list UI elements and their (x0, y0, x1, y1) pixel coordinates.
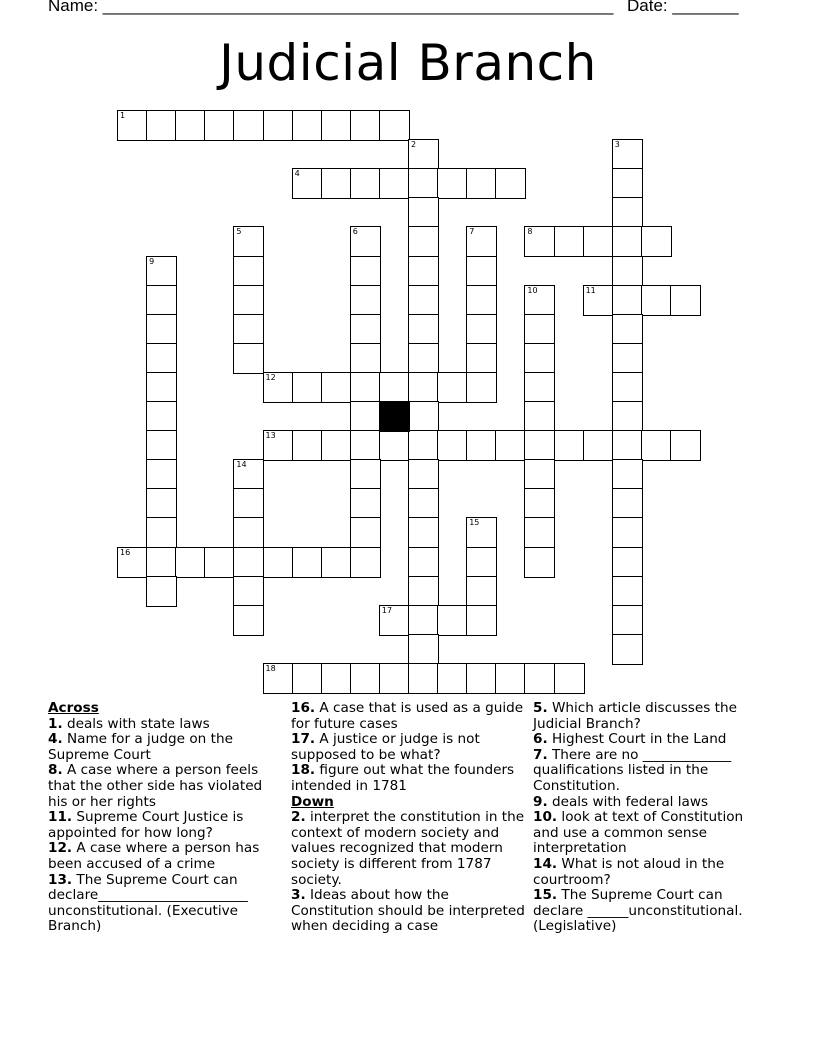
grid-cell[interactable] (437, 168, 468, 199)
clue-text: Name for a judge on the Supreme Court (48, 731, 233, 763)
clue-item (291, 732, 531, 763)
clue-item (533, 888, 773, 935)
clue-text: deals with state laws (62, 715, 210, 732)
grid-cell[interactable] (466, 517, 497, 548)
clue-number: 18. (291, 762, 316, 779)
grid-cell[interactable] (146, 285, 177, 316)
clue-number-label: 9 (149, 256, 155, 266)
grid-cell[interactable] (437, 430, 468, 461)
grid-cell[interactable] (524, 226, 555, 257)
grid-cell[interactable] (146, 430, 177, 461)
grid-cell[interactable] (350, 372, 381, 403)
grid-cell[interactable] (292, 110, 323, 141)
grid-cell[interactable] (408, 663, 439, 694)
grid-cell[interactable] (408, 430, 439, 461)
grid-cell[interactable] (612, 343, 643, 374)
clue-number: 11. (48, 809, 73, 826)
clue-item (291, 810, 531, 888)
grid-cell[interactable] (466, 343, 497, 374)
grid-cell[interactable] (379, 110, 410, 141)
grid-cell[interactable] (175, 547, 206, 578)
grid-cell[interactable] (233, 343, 264, 374)
grid-cell[interactable] (408, 285, 439, 316)
grid-cell[interactable] (612, 605, 643, 636)
grid-cell[interactable] (524, 430, 555, 461)
grid-cell[interactable] (233, 459, 264, 490)
clue-number: 1. (48, 715, 63, 732)
grid-cell[interactable] (524, 547, 555, 578)
grid-cell[interactable] (350, 110, 381, 141)
grid-cell[interactable] (466, 285, 497, 316)
grid-cell[interactable] (146, 110, 177, 141)
grid-cell[interactable] (641, 430, 672, 461)
page-title: Judicial Branch (219, 34, 597, 92)
clue-text: A case where a person has been accused of a crime (48, 840, 260, 872)
clue-number: 8. (48, 762, 63, 779)
grid-cell[interactable] (612, 285, 643, 316)
clue-item (533, 810, 773, 857)
grid-cell[interactable] (524, 372, 555, 403)
clue-number: 4. (48, 731, 63, 748)
grid-cell[interactable] (350, 285, 381, 316)
grid-cell[interactable] (554, 663, 585, 694)
grid-cell[interactable] (233, 110, 264, 141)
grid-cell[interactable] (670, 285, 701, 316)
grid-cell[interactable] (408, 168, 439, 199)
down-heading: Down (291, 793, 334, 810)
grid-cell[interactable] (321, 372, 352, 403)
clue-item (48, 763, 280, 810)
grid-cell[interactable] (466, 168, 497, 199)
grid-cell[interactable] (233, 547, 264, 578)
down-clues-list-continued (533, 701, 773, 935)
clue-item (533, 732, 773, 748)
clue-text: figure out what the founders intended in 1781 (291, 762, 515, 794)
grid-cell[interactable] (612, 488, 643, 519)
grid-cell[interactable] (321, 430, 352, 461)
clue-text: The Supreme Court can declare ______unconstitutional. (Legislative) (533, 887, 743, 935)
grid-cell[interactable] (350, 663, 381, 694)
grid-cell[interactable] (146, 459, 177, 490)
clue-number: 13. (48, 871, 73, 888)
grid-cell[interactable] (292, 168, 323, 199)
clue-number: 10. (533, 809, 558, 826)
grid-cell[interactable] (612, 168, 643, 199)
clue-item (533, 748, 773, 795)
grid-cell[interactable] (408, 314, 439, 345)
grid-cell[interactable] (612, 547, 643, 578)
grid-cell[interactable] (408, 459, 439, 490)
clue-number: 9. (533, 793, 548, 810)
grid-cell[interactable] (379, 168, 410, 199)
grid-cell[interactable] (408, 343, 439, 374)
grid-cell[interactable] (321, 663, 352, 694)
grid-cell[interactable] (204, 547, 235, 578)
grid-cell[interactable] (524, 401, 555, 432)
clue-text: A justice or judge is not supposed to be what? (291, 731, 480, 763)
grid-cell[interactable] (233, 226, 264, 257)
grid-cell[interactable] (495, 168, 526, 199)
clue-text: The Supreme Court can declare______________________ unconstitutional. (Executive Branch) (48, 871, 248, 935)
clue-number: 14. (533, 855, 558, 872)
grid-cell[interactable] (233, 605, 264, 636)
clue-number-label: 1 (120, 111, 126, 120)
grid-cell[interactable] (350, 517, 381, 548)
grid-cell[interactable] (641, 285, 672, 316)
grid-cell[interactable] (233, 314, 264, 345)
grid-cell[interactable] (524, 663, 555, 694)
grid-cell[interactable] (321, 547, 352, 578)
grid-cell[interactable] (146, 488, 177, 519)
clues-column-1 (48, 701, 280, 935)
grid-cell[interactable] (233, 488, 264, 519)
grid-cell[interactable] (408, 605, 439, 636)
grid-cell[interactable] (466, 547, 497, 578)
grid-cell[interactable] (350, 401, 381, 432)
grid-cell[interactable] (263, 430, 294, 461)
across-clues-list-continued (291, 701, 531, 795)
grid-cell[interactable] (292, 663, 323, 694)
clue-text: look at text of Constitution and use a common sense interpretation (533, 809, 744, 857)
date-label: Date: (627, 0, 673, 15)
grid-cell[interactable] (350, 430, 381, 461)
clue-number: 2. (291, 809, 306, 826)
grid-cell[interactable] (612, 517, 643, 548)
grid-cell[interactable] (321, 110, 352, 141)
grid-cell[interactable] (379, 430, 410, 461)
grid-cell[interactable] (408, 256, 439, 287)
clue-text: Highest Court in the Land (547, 731, 727, 748)
grid-cell[interactable] (233, 517, 264, 548)
grid-cell[interactable] (408, 401, 439, 432)
grid-cell[interactable] (117, 547, 148, 578)
clue-number: 6. (533, 731, 548, 748)
clue-item (48, 810, 280, 841)
grid-cell[interactable] (524, 314, 555, 345)
clue-text: deals with federal laws (547, 793, 709, 810)
grid-cell[interactable] (379, 663, 410, 694)
grid-cell[interactable] (612, 459, 643, 490)
grid-cell[interactable] (146, 372, 177, 403)
grid-cell[interactable] (350, 459, 381, 490)
grid-cell[interactable] (263, 663, 294, 694)
clue-text: A case that is used as a guide for future cases (291, 700, 524, 732)
grid-cell[interactable] (641, 226, 672, 257)
grid-cell[interactable] (612, 314, 643, 345)
grid-cell[interactable] (437, 605, 468, 636)
grid-cell[interactable] (583, 285, 614, 316)
across-clues-list (48, 717, 280, 935)
down-clues-list (291, 810, 531, 935)
clue-item (291, 763, 531, 794)
grid-cell[interactable] (408, 517, 439, 548)
clue-item (533, 701, 773, 732)
grid-cell[interactable] (466, 372, 497, 403)
grid-cell[interactable] (437, 372, 468, 403)
name-label: Name: (48, 0, 103, 15)
grid-cell[interactable] (612, 401, 643, 432)
grid-cell[interactable] (146, 343, 177, 374)
grid-cell[interactable] (292, 430, 323, 461)
clue-number-label: 10 (527, 285, 538, 295)
grid-cell[interactable] (146, 547, 177, 578)
grid-cell[interactable] (146, 256, 177, 287)
grid-cell[interactable] (554, 226, 585, 257)
grid-cell[interactable] (292, 547, 323, 578)
clue-number-label: 16 (120, 547, 131, 557)
grid-cell[interactable] (117, 110, 148, 141)
clue-number: 17. (291, 731, 316, 748)
clue-item (48, 873, 280, 935)
grid-cell[interactable] (379, 605, 410, 636)
clue-item (291, 888, 531, 935)
clue-number: 12. (48, 840, 73, 857)
clue-number: 3. (291, 887, 306, 904)
grid-cell[interactable] (263, 372, 294, 403)
grid-cell[interactable] (612, 430, 643, 461)
grid-cell[interactable] (204, 110, 235, 141)
grid-cell[interactable] (263, 110, 294, 141)
grid-cell[interactable] (350, 343, 381, 374)
clue-number-label: 3 (614, 140, 620, 150)
grid-cell[interactable] (350, 256, 381, 287)
clue-item (533, 857, 773, 888)
grid-cell[interactable] (146, 517, 177, 548)
grid-cell[interactable] (612, 139, 643, 170)
grid-cell[interactable] (408, 576, 439, 607)
grid-cell[interactable] (437, 663, 468, 694)
clue-number-label: 8 (527, 227, 533, 237)
grid-cell[interactable] (554, 430, 585, 461)
grid-cell[interactable] (233, 285, 264, 316)
grid-cell[interactable] (408, 372, 439, 403)
clue-number-label: 14 (236, 460, 247, 470)
clue-text: Supreme Court Justice is appointed for how long? (48, 809, 244, 841)
grid-cell[interactable] (408, 488, 439, 519)
grid-cell[interactable] (146, 401, 177, 432)
grid-cell[interactable] (524, 517, 555, 548)
grid-cell[interactable] (612, 634, 643, 665)
grid-cell[interactable] (466, 314, 497, 345)
grid-cell[interactable] (379, 372, 410, 403)
clue-number: 7. (533, 746, 548, 763)
clue-item (291, 701, 531, 732)
clue-number-label: 4 (294, 169, 300, 179)
grid-cell[interactable] (350, 488, 381, 519)
clue-item (533, 795, 773, 811)
across-heading: Across (48, 700, 99, 716)
grid-cell[interactable] (350, 168, 381, 199)
grid-cell[interactable] (408, 547, 439, 578)
clue-number: 15. (533, 887, 558, 904)
grid-cell[interactable] (321, 168, 352, 199)
grid-cell[interactable] (524, 459, 555, 490)
clue-item (48, 717, 280, 733)
clue-number-label: 12 (265, 372, 276, 382)
date-line: _______ (672, 0, 739, 15)
grid-cell[interactable] (408, 197, 439, 228)
grid-cell[interactable] (263, 547, 294, 578)
grid-cell[interactable] (670, 430, 701, 461)
clue-number: 5. (533, 700, 548, 716)
clues-column-3 (533, 701, 773, 935)
grid-cell[interactable] (466, 663, 497, 694)
grid-cell[interactable] (233, 576, 264, 607)
grid-cell[interactable] (408, 139, 439, 170)
grid-cell[interactable] (524, 285, 555, 316)
clue-item (48, 732, 280, 763)
clue-text: There are no _____________ qualifications listed in the Constitution. (533, 746, 732, 794)
clue-number: 16. (291, 700, 316, 716)
grid-cell[interactable] (612, 226, 643, 257)
clue-number-label: 15 (469, 518, 480, 528)
clue-number-label: 11 (585, 285, 596, 295)
grid-cell[interactable] (408, 226, 439, 257)
clue-number-label: 17 (381, 605, 393, 615)
grid-cell[interactable] (466, 226, 497, 257)
clue-number-label: 18 (265, 663, 276, 673)
grid-cell[interactable] (524, 343, 555, 374)
grid-cell[interactable] (495, 430, 526, 461)
clue-text: interpret the constitution in the context of modern society and values recognized that modern society is different from 1787 society. (291, 809, 525, 888)
grid-cell[interactable] (146, 314, 177, 345)
grid-cell[interactable] (612, 576, 643, 607)
grid-cell[interactable] (175, 110, 206, 141)
clues-column-2 (291, 701, 531, 935)
grid-cell[interactable] (350, 314, 381, 345)
name-line: ______________________________________________________ (102, 0, 614, 15)
clue-item (48, 841, 280, 872)
grid-cell[interactable] (233, 256, 264, 287)
clue-number-label: 7 (469, 227, 475, 237)
clue-text: What is not aloud in the courtroom? (533, 855, 725, 888)
grid-cell[interactable] (612, 372, 643, 403)
grid-cell[interactable] (292, 372, 323, 403)
clue-number-label: 5 (236, 227, 242, 237)
grid-cell[interactable] (466, 605, 497, 636)
grid-cell[interactable] (350, 547, 381, 578)
grid-cell[interactable] (350, 226, 381, 257)
grid-cell[interactable] (408, 634, 439, 665)
clue-number-label: 6 (352, 227, 358, 237)
grid-cell[interactable] (466, 576, 497, 607)
grid-cell[interactable] (612, 256, 643, 287)
grid-cell[interactable] (612, 197, 643, 228)
clue-number-label: 13 (265, 431, 276, 441)
clue-text: Ideas about how the Constitution should be interpreted when deciding a case (291, 887, 525, 935)
clue-number-label: 2 (411, 140, 417, 150)
black-cell (379, 401, 410, 432)
grid-cell[interactable] (495, 663, 526, 694)
clue-text: Which article discusses the Judicial Branch? (533, 700, 737, 732)
grid-cell[interactable] (466, 256, 497, 287)
clue-text: A case where a person feels that the other side has violated his or her rights (48, 762, 263, 810)
grid-cell[interactable] (466, 430, 497, 461)
grid-cell[interactable] (524, 488, 555, 519)
grid-cell[interactable] (583, 430, 614, 461)
grid-cell[interactable] (146, 576, 177, 607)
grid-cell[interactable] (583, 226, 614, 257)
